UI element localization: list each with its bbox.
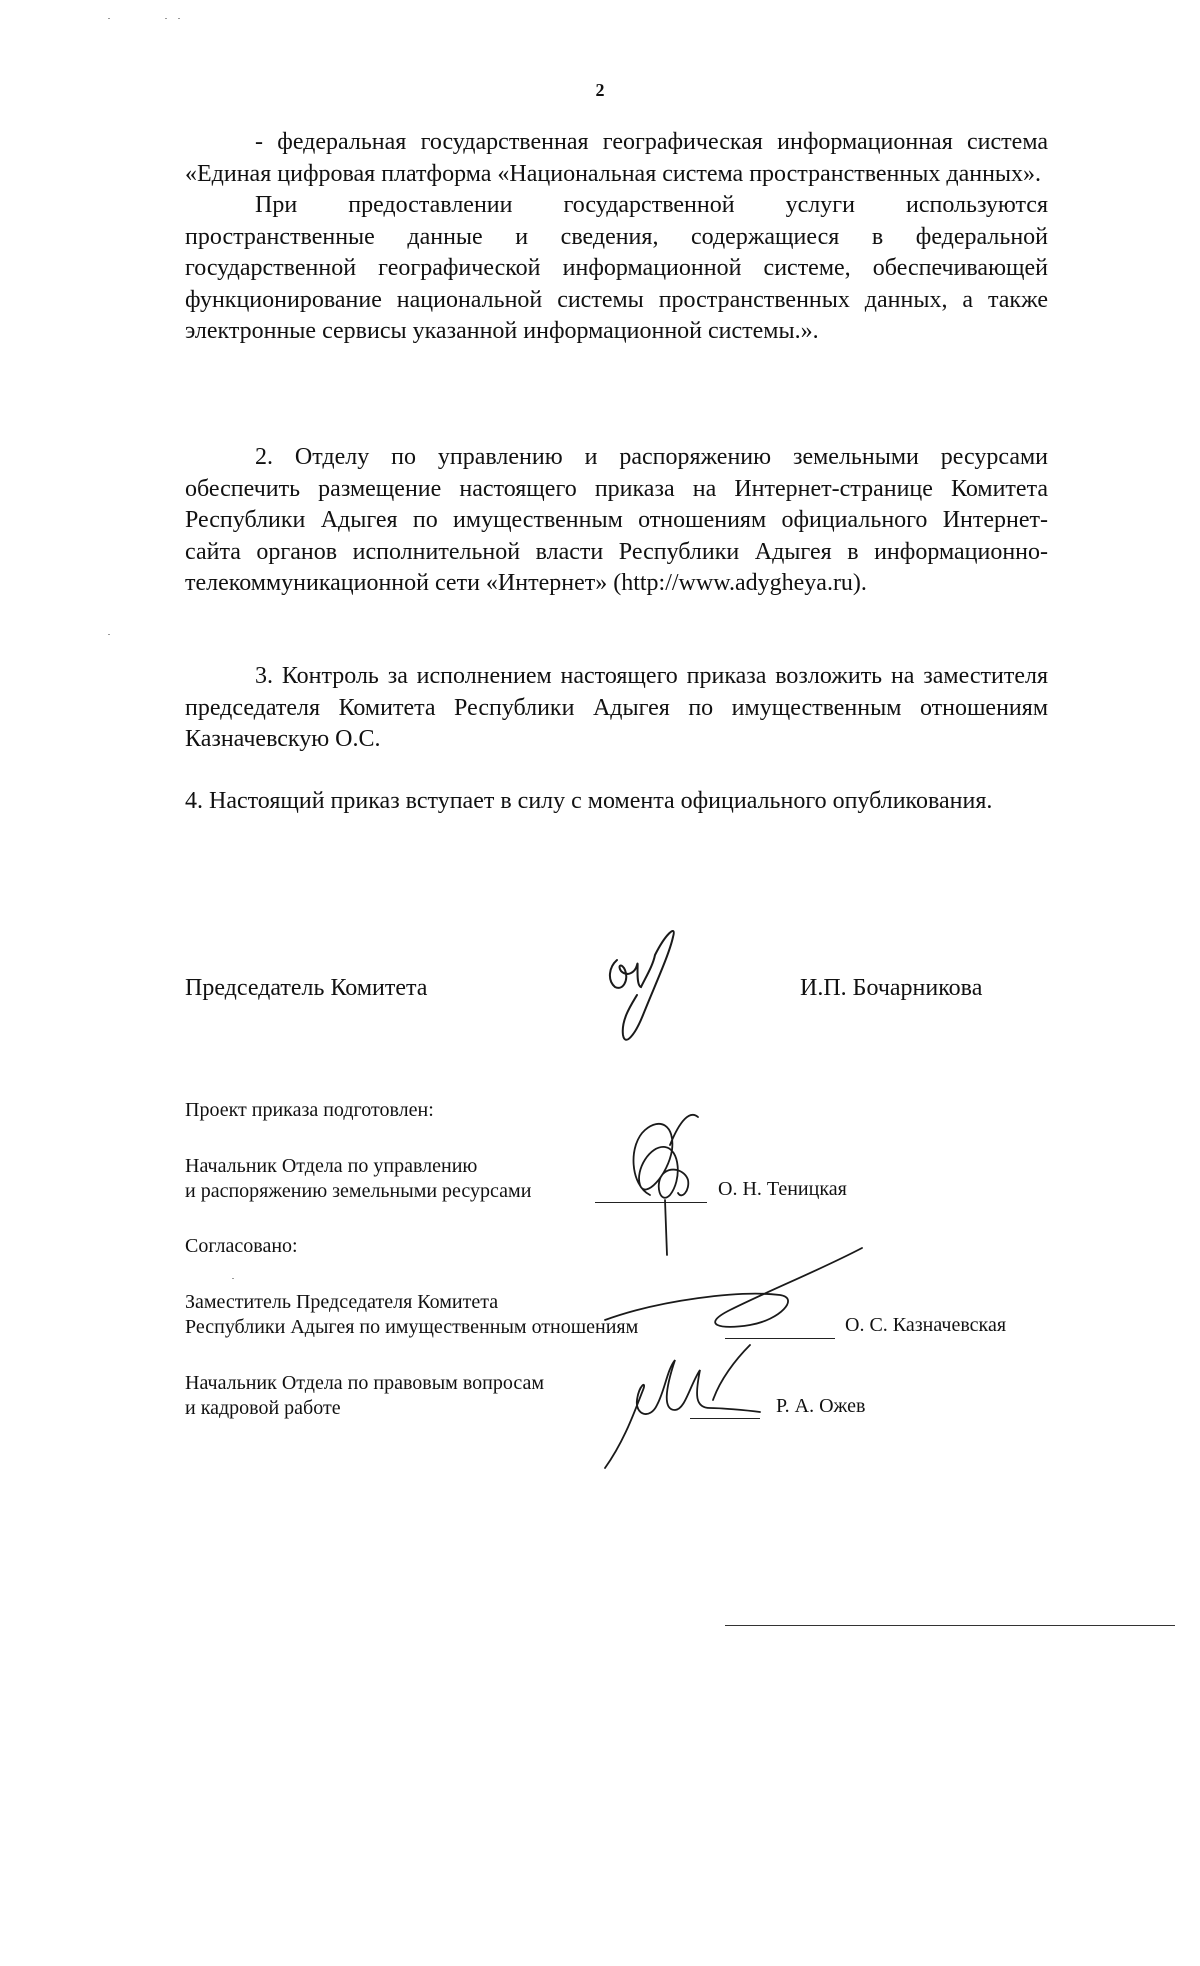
paragraph-item-2: 2. Отделу по управлению и распоряжению земельными ресурсами обеспечить размещение настоящего приказа на Интернет-странице Комитета Республики Адыгея по имущественным отношениям официального Интернет-сайта органов исполнительной власти Республики Адыгея в информационно-телекоммуникационной сети «Интернет» (http://www.adygheya.ru). bbox=[185, 444, 1048, 596]
paragraph-block-4 bbox=[185, 786, 1048, 818]
paragraph-item-3: 3. Контроль за исполнением настоящего приказа возложить на заместителя председателя Комитета Республики Адыгея по имущественным отношениям Казначевскую О.С. bbox=[185, 663, 1048, 752]
paragraph-gis-item: - федеральная государственная географическая информационная система «Единая цифровая платформа «Национальная система пространственных данных». bbox=[185, 129, 1048, 187]
legal-position-line2: и кадровой работе bbox=[185, 1397, 341, 1419]
chairman-signature-image bbox=[595, 925, 715, 1050]
scan-speck bbox=[165, 18, 167, 19]
deputy-position-line2: Республики Адыгея по имущественным отношениям bbox=[185, 1316, 639, 1338]
deputy-name: О. С. Казначевская bbox=[845, 1314, 1007, 1336]
scan-speck bbox=[178, 18, 180, 19]
prepared-position-line2: и распоряжению земельными ресурсами bbox=[185, 1180, 532, 1202]
prepared-position-line1: Начальник Отдела по управлению bbox=[185, 1155, 478, 1177]
agreed-label: Согласовано: bbox=[185, 1235, 298, 1257]
legal-signature-image bbox=[595, 1340, 765, 1475]
deputy-position-line1: Заместитель Председателя Комитета bbox=[185, 1291, 499, 1313]
scan-artifact-line bbox=[725, 1625, 1175, 1626]
legal-name: Р. А. Ожев bbox=[776, 1395, 866, 1417]
page-number: 2 bbox=[595, 80, 605, 100]
deputy-signature-image bbox=[600, 1240, 870, 1350]
scan-speck bbox=[108, 634, 110, 635]
paragraph-block-1 bbox=[185, 127, 1048, 348]
prepared-label: Проект приказа подготовлен: bbox=[185, 1099, 434, 1121]
paragraph-spatial-data: При предоставлении государственной услуги используются пространственные данные и сведения, содержащиеся в федеральной государственной географической информационной системе, обеспечивающей функционирование национальной системы пространственных данных, а также электронные сервисы указанной информационной системы.». bbox=[185, 192, 1048, 344]
scan-speck bbox=[108, 18, 110, 19]
scan-speck bbox=[232, 1278, 234, 1279]
chairman-name: И.П. Бочарникова bbox=[800, 975, 983, 1001]
paragraph-block-3 bbox=[185, 661, 1048, 756]
legal-position-line1: Начальник Отдела по правовым вопросам bbox=[185, 1372, 544, 1394]
paragraph-item-4: 4. Настоящий приказ вступает в силу с момента официального опубликования. bbox=[185, 788, 993, 814]
paragraph-block-2 bbox=[185, 442, 1048, 600]
chairman-title: Председатель Комитета bbox=[185, 975, 428, 1001]
prepared-name: О. Н. Теницкая bbox=[718, 1178, 847, 1200]
